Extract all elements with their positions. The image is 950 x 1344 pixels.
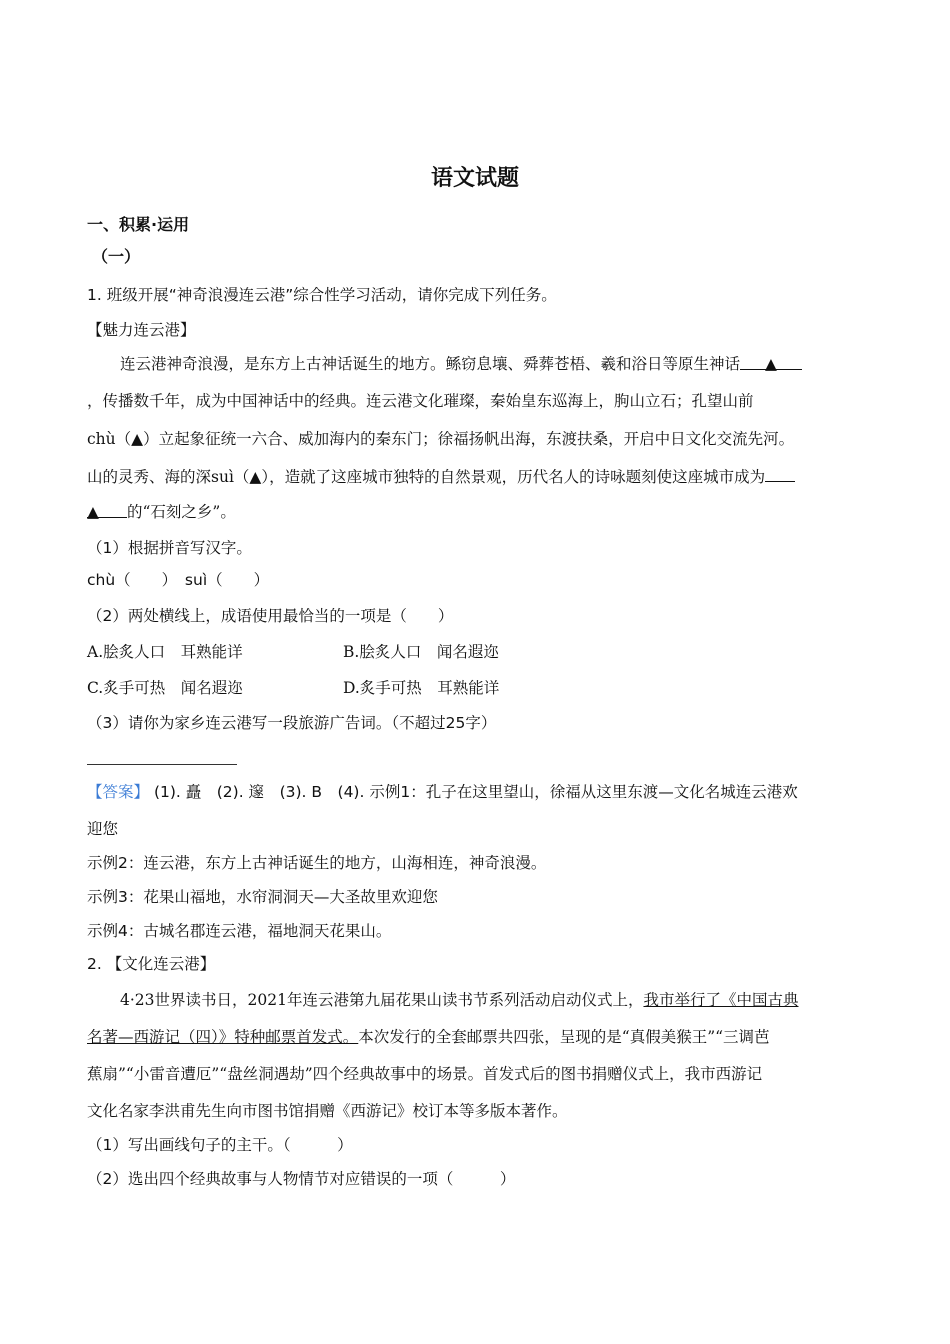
passage-line-2: ，传播数千年，成为中国神话中的经典。连云港文化璀璨，秦始皇东巡海上，朐山立石；孔望山前 <box>87 392 754 410</box>
question-1-stem: 1. 班级开展“神奇浪漫连云港”综合性学习活动，请你完成下列任务。 <box>87 286 557 304</box>
q2-passage-line-2: 名著—西游记（四）》特种邮票首发式。本次发行的全套邮票共四张，呈现的是“真假美猴王”“三调芭 <box>87 1028 770 1046</box>
answer-line <box>87 764 237 765</box>
part-heading: （一） <box>92 247 141 266</box>
question-2-stem: 2. 【文化连云港】 <box>87 955 216 973</box>
sub-question-1: （1）根据拼音写汉字。 <box>87 539 252 557</box>
q2-passage-line-3: 蕉扇”“小雷音遭厄”“盘丝洞遇劫”四个经典故事中的场景。首发式后的图书捐赠仪式上，我市西游记 <box>87 1065 763 1083</box>
answer-line-1: 【答案】 (1). 矗 (2). 邃 (3). B (4). 示例1：孔子在这里望山，徐福从这里东渡—文化名城连云港欢 <box>87 783 798 801</box>
underlined-sentence: 我市举行了《中国古典 <box>643 991 799 1009</box>
sub-question-2: （2）两处横线上，成语使用最恰当的一项是（ ） <box>87 607 454 625</box>
sub-question-3: （3）请你为家乡连云港写一段旅游广告词。（不超过25字） <box>87 714 497 732</box>
answer-blank-2b: ▲ <box>87 501 127 518</box>
passage-line-1: 连云港神奇浪漫，是东方上古神话诞生的地方。鲧窃息壤、舜葬苍梧、羲和浴日等原生神话 ▲ <box>120 353 802 375</box>
q2-sub-question-1: （1）写出画线句子的主干。（ ） <box>87 1136 353 1154</box>
answer-example-2: 示例2：连云港，东方上古神话诞生的地方，山海相连，神奇浪漫。 <box>87 854 547 872</box>
answer-example-4: 示例4：古城名郡连云港，福地洞天花果山。 <box>87 922 392 940</box>
q2-passage-line-4: 文化名家李洪甫先生向市图书馆捐赠《西游记》校订本等多版本著作。 <box>87 1102 568 1120</box>
answer-blank-1: ▲ <box>740 353 802 370</box>
pinyin-prompt: chù（ ） suì（ ） <box>87 571 270 589</box>
answer-example-3: 示例3：花果山福地，水帘洞洞天—大圣故里欢迎您 <box>87 888 438 906</box>
section-heading: 一、积累·运用 <box>87 215 190 234</box>
answer-line-2: 迎您 <box>87 820 119 838</box>
option-b: B.脍炙人口 闻名遐迩 <box>343 643 499 661</box>
passage-line-5: ▲ 的“石刻之乡”。 <box>87 502 236 521</box>
option-a: A.脍炙人口 耳熟能详 <box>87 643 243 661</box>
page-title: 语文试题 <box>430 166 519 191</box>
answer-blank-2a <box>765 465 795 482</box>
underlined-sentence-cont: 名著—西游记（四）》特种邮票首发式。 <box>87 1028 359 1046</box>
answer-tag: 【答案】 <box>87 783 150 801</box>
passage-line-4: 山的灵秀、海的深suì（▲），造就了这座城市独特的自然景观，历代名人的诗咏题刻使这座城市成为 <box>87 465 795 488</box>
q2-sub-question-2: （2）选出四个经典故事与人物情节对应错误的一项（ ） <box>87 1170 516 1188</box>
q2-passage-line-1: 4·23世界读书日，2021年连云港第九届花果山读书节系列活动启动仪式上，我市举行了《中国古典 <box>120 991 799 1009</box>
question-1-subtitle: 【魅力连云港】 <box>87 321 196 339</box>
option-c: C.炙手可热 闻名遐迩 <box>87 679 243 697</box>
passage-line-3: chù（▲）立起象征统一六合、威加海内的秦东门；徐福扬帆出海，东渡扶桑，开启中日文化交流先河。 <box>87 430 795 448</box>
option-d: D.炙手可热 耳熟能详 <box>343 679 500 697</box>
